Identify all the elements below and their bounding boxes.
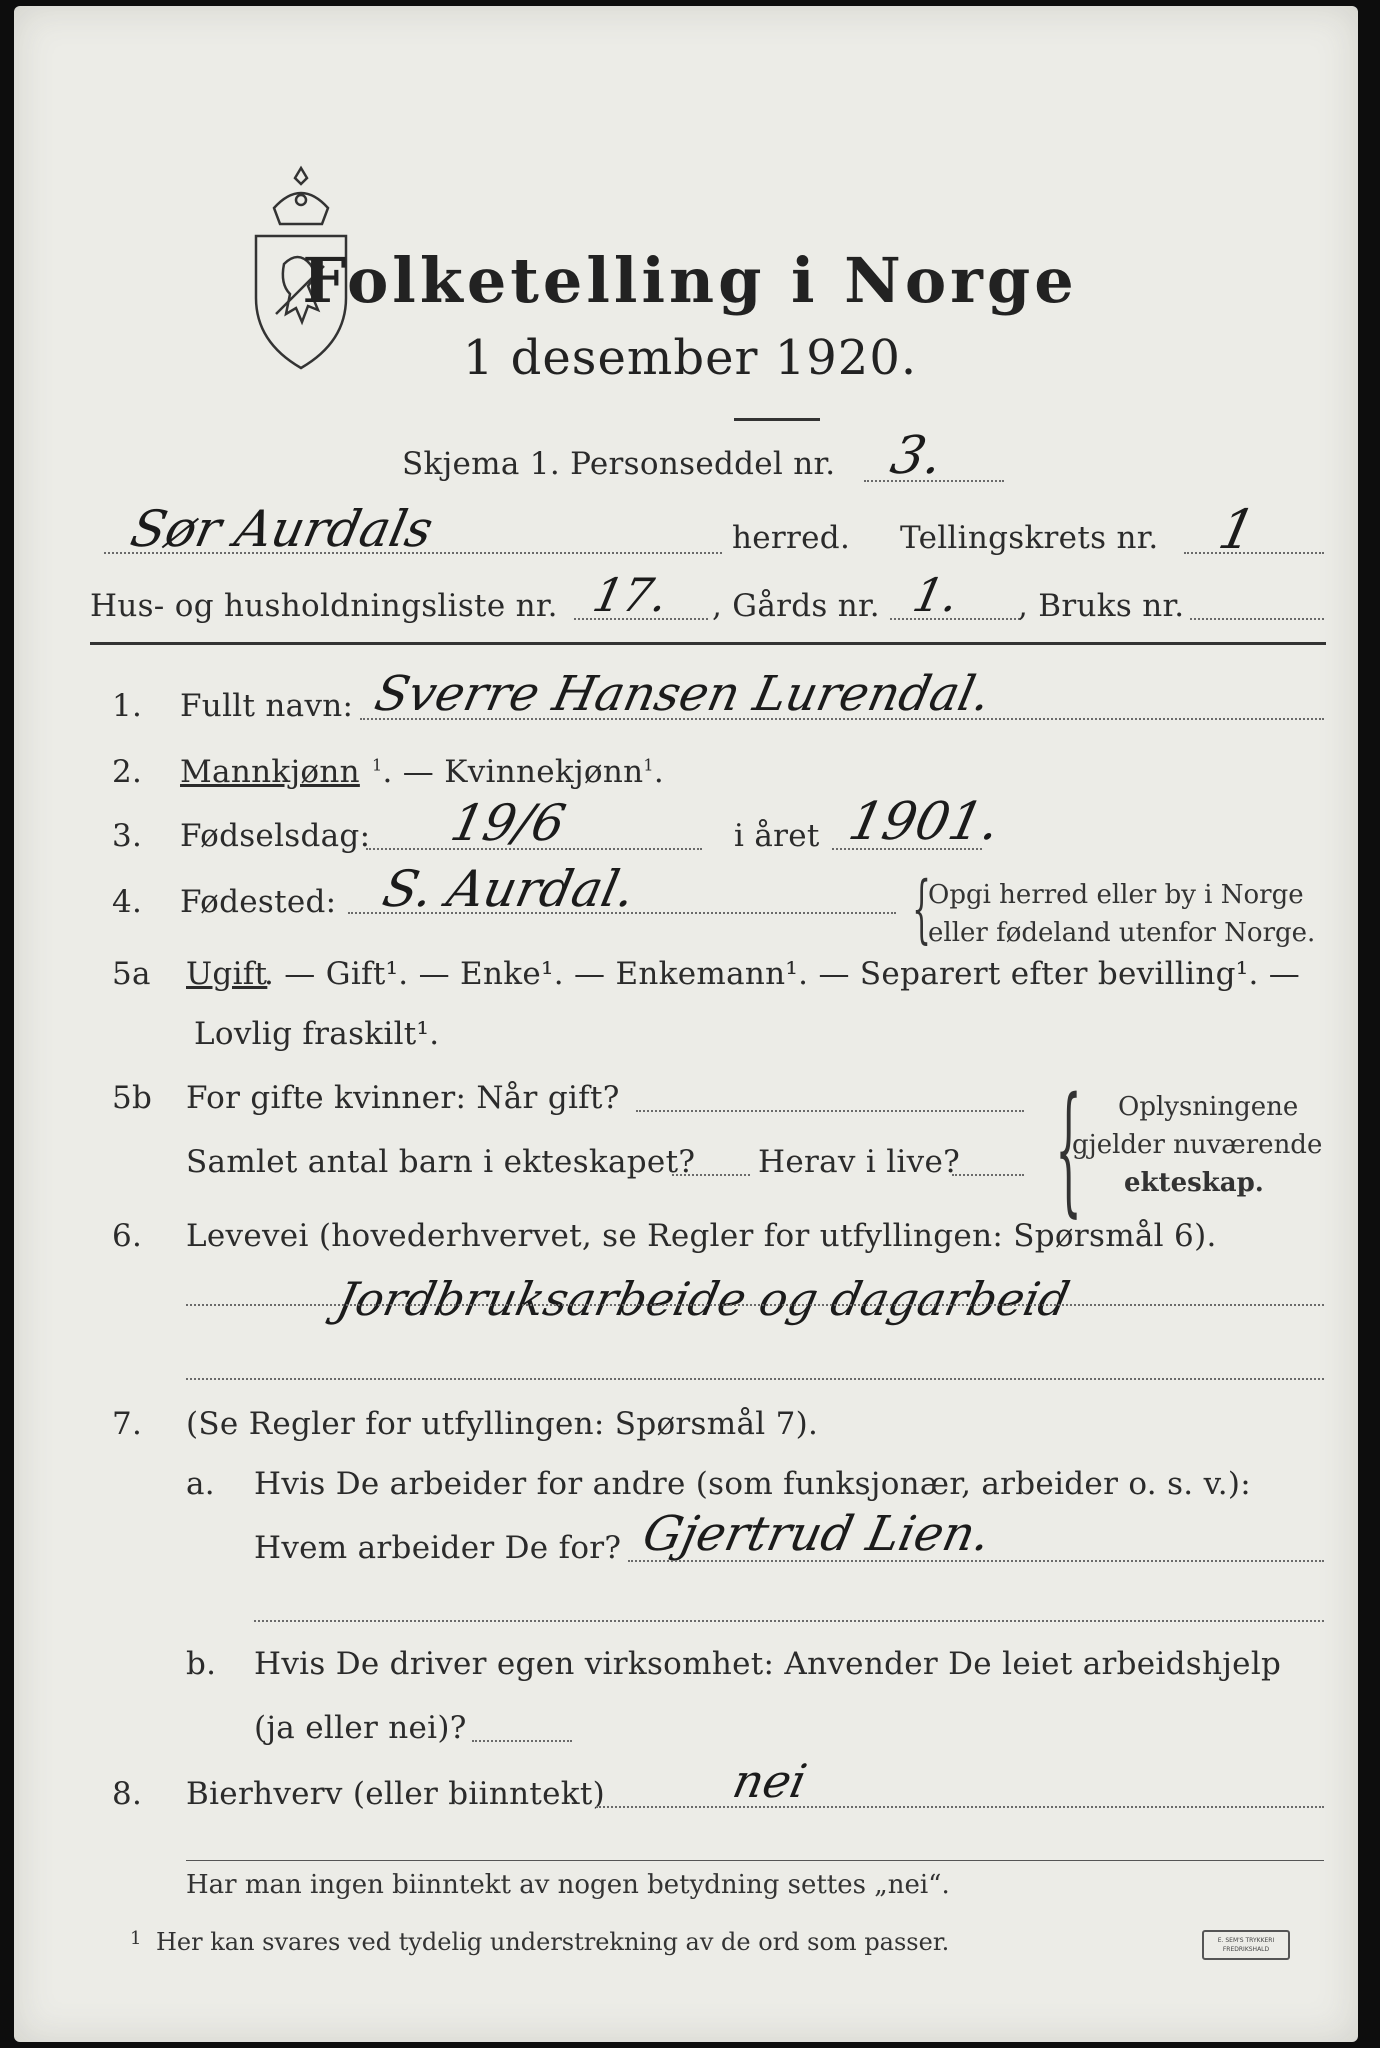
title-divider <box>734 418 820 421</box>
q3-label: Fødselsdag: <box>180 818 371 854</box>
q6-occupation: Jordbruksarbeide og dagarbeid <box>332 1272 1075 1326</box>
q5b-children-label: Samlet antal barn i ekteskapet? <box>186 1144 696 1180</box>
q2-rest: $^1$. — Kvinnekjønn$^1$. <box>372 754 665 790</box>
husliste-label: Hus- og husholdningsliste nr. <box>90 588 558 624</box>
q5a-options: . — Gift¹. — Enke¹. — Enkemann¹. — Separert efter bevilling¹. — <box>264 956 1301 992</box>
q1-label: Fullt navn: <box>180 688 354 724</box>
bruks-line <box>1190 618 1324 620</box>
q5b-alive-label: Herav i live? <box>758 1144 961 1180</box>
q4-line <box>348 912 896 914</box>
q3-year-label: i året <box>734 818 820 854</box>
q7a-text: Hvis De arbeider for andre (som funksjonær, arbeider o. s. v.): <box>254 1466 1252 1502</box>
gards-value: 1. <box>908 568 964 622</box>
q6-number: 6. <box>112 1218 143 1254</box>
q1-number: 1. <box>112 688 143 724</box>
q7b-line <box>472 1740 572 1742</box>
q5b-number: 5b <box>112 1080 153 1116</box>
q3-line <box>366 848 702 850</box>
q8-number: 8. <box>112 1776 143 1812</box>
footer-rule <box>186 1860 1324 1861</box>
q4-note-line1: Opgi herred eller by i Norge <box>928 880 1304 910</box>
q7b-text: Hvis De driver egen virksomhet: Anvender De leiet arbeidshjelp <box>254 1646 1282 1682</box>
footnote-mark: 1 <box>130 1928 142 1949</box>
census-form-sheet <box>14 6 1358 2042</box>
q8-value: nei <box>728 1754 812 1808</box>
husliste-value: 17. <box>588 568 673 622</box>
q5a-line2: Lovlig fraskilt¹. <box>194 1016 440 1052</box>
q7-number: 7. <box>112 1406 143 1442</box>
footer-note: Har man ingen biinntekt av nogen betydning settes „nei“. <box>186 1870 950 1900</box>
q6-label: Levevei (hovederhvervet, se Regler for utfyllingen: Spørsmål 6). <box>186 1218 1217 1254</box>
q5a-ugift: Ugift <box>186 956 268 992</box>
q8-label: Bierhverv (eller biinntekt) <box>186 1776 606 1812</box>
personseddel-number: 3. <box>885 426 949 486</box>
q5b-note1: Oplysningene <box>1118 1092 1299 1122</box>
tellingskrets-value: 1 <box>1213 498 1262 561</box>
q4-brace: { <box>912 866 931 952</box>
q7b-question: (ja eller nei)? <box>254 1710 467 1746</box>
herred-value: Sør Aurdals <box>125 500 439 558</box>
gards-label: , Gårds nr. <box>712 588 880 624</box>
q8-line <box>596 1806 1324 1808</box>
q4-label: Fødested: <box>180 884 337 920</box>
footnote-text: Her kan svares ved tydelig understrekning av de ord som passer. <box>156 1928 950 1956</box>
gards-line <box>890 618 1020 620</box>
q7a-employer: Gjertrud Lien. <box>638 1506 996 1562</box>
printer-stamp: E. SEM'S TRYKKERI FREDRIKSHALD <box>1202 1930 1290 1960</box>
q2-end: . <box>653 754 665 790</box>
q3-number: 3. <box>112 818 143 854</box>
q5b-children-line <box>672 1174 750 1176</box>
bruks-label: , Bruks nr. <box>1018 588 1185 624</box>
q7a-line1 <box>628 1560 1324 1562</box>
q5b-brace: { <box>1055 1068 1082 1231</box>
q5b-note2: gjelder nuværende <box>1072 1130 1323 1160</box>
q1-line <box>360 718 1324 720</box>
q5b-when-line <box>636 1110 1024 1112</box>
q5b-alive-line <box>952 1174 1024 1176</box>
q6-line2 <box>186 1378 1324 1380</box>
form-title: Folketelling i Norge <box>302 244 1078 317</box>
q7b-letter: b. <box>186 1646 217 1682</box>
herred-label: herred. <box>732 520 851 556</box>
q3-year-line <box>832 848 982 850</box>
q5b-label: For gifte kvinner: Når gift? <box>186 1080 620 1116</box>
q7a-question: Hvem arbeider De for? <box>254 1530 622 1566</box>
tellingskrets-line <box>1184 552 1324 554</box>
herred-line <box>104 552 722 554</box>
q7a-line2 <box>254 1620 1324 1622</box>
q1-full-name: Sverre Hansen Lurendal. <box>370 666 996 722</box>
skjema-label: Skjema 1. Personseddel nr. <box>402 446 836 482</box>
q5a-number: 5a <box>112 956 151 992</box>
q5b-note3: ekteskap. <box>1124 1168 1264 1198</box>
q2-number: 2. <box>112 754 143 790</box>
q4-birthplace: S. Aurdal. <box>377 860 641 918</box>
q7-label: (Se Regler for utfyllingen: Spørsmål 7). <box>186 1406 819 1442</box>
tellingskrets-label: Tellingskrets nr. <box>900 520 1159 556</box>
personseddel-line <box>864 480 1004 482</box>
q2-male: Mannkjønn <box>180 754 360 790</box>
q2-separator: . — Kvinnekjønn <box>382 754 644 790</box>
census-date: 1 desember 1920. <box>462 330 918 386</box>
q4-note-line2: eller fødeland utenfor Norge. <box>928 918 1316 948</box>
header-rule <box>90 642 1326 645</box>
q3-year: 1901. <box>843 792 1006 852</box>
husliste-line <box>574 618 708 620</box>
q3-birthday: 19/6 <box>445 794 571 852</box>
q7a-letter: a. <box>186 1466 215 1502</box>
q6-line1 <box>186 1304 1324 1306</box>
q4-number: 4. <box>112 884 143 920</box>
